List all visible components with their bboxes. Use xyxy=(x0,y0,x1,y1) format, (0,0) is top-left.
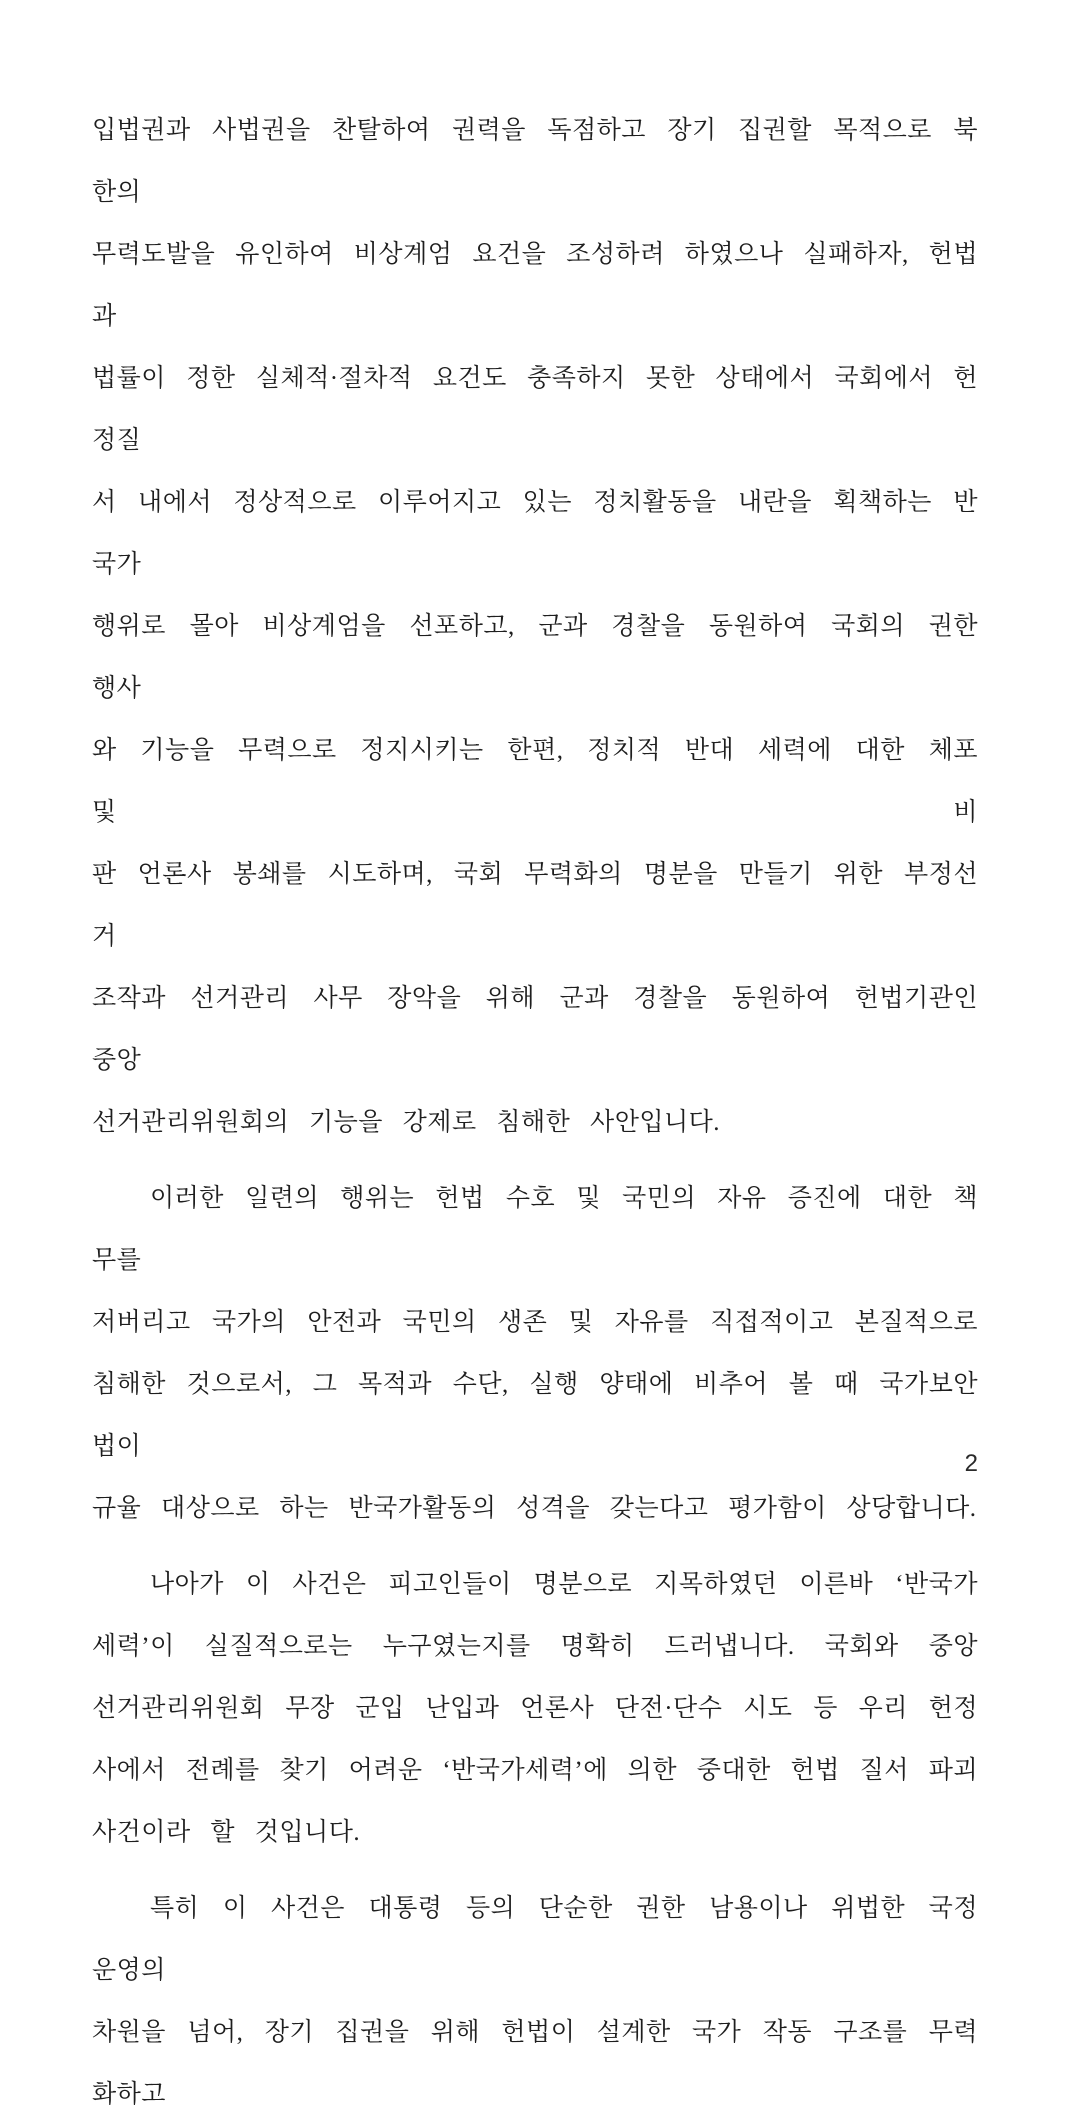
text-line: 특히 이 사건은 대통령 등의 단순한 권한 남용이나 위법한 국정 운영의 xyxy=(92,1895,978,1984)
text-content xyxy=(92,100,978,2126)
text-line: 서 내에서 정상적으로 이루어지고 있는 정치활동을 내란을 획책하는 반국가 xyxy=(92,489,978,578)
text-line: 침해한 것으로서, 그 목적과 수단, 실행 양태에 비추어 볼 때 국가보안법이 xyxy=(92,1371,978,1460)
text-line: 이러한 일련의 행위는 헌법 수호 및 국민의 자유 증진에 대한 책무를 xyxy=(92,1185,978,1274)
paragraph xyxy=(92,1878,978,2126)
text-line: 규율 대상으로 하는 반국가활동의 성격을 갖는다고 평가함이 상당합니다. xyxy=(92,1495,977,1522)
text-line: 와 기능을 무력으로 정지시키는 한편, 정치적 반대 세력에 대한 체포 및 비 xyxy=(92,737,978,826)
text-line: 판 언론사 봉쇄를 시도하며, 국회 무력화의 명분을 만들기 위한 부정선거 xyxy=(92,861,978,950)
text-line: 차원을 넘어, 장기 집권을 위해 헌법이 설계한 국가 작동 구조를 무력화하고 xyxy=(92,2019,978,2108)
text-line: 무력도발을 유인하여 비상계엄 요건을 조성하려 하였으나 실패하자, 헌법과 xyxy=(92,241,978,330)
page-number: 2 xyxy=(964,1450,978,1477)
paragraph xyxy=(92,1168,978,1540)
paragraph xyxy=(92,100,978,1154)
text-line: 선거관리위원회 무장 군입 난입과 언론사 단전·단수 시도 등 우리 헌정 xyxy=(92,1695,978,1722)
text-line: 법률이 정한 실체적·절차적 요건도 충족하지 못한 상태에서 국회에서 헌정질 xyxy=(92,365,978,454)
text-line: 선거관리위원회의 기능을 강제로 침해한 사안입니다. xyxy=(92,1109,721,1136)
text-line: 입법권과 사법권을 찬탈하여 권력을 독점하고 장기 집권할 목적으로 북한의 xyxy=(92,117,978,206)
text-line: 사건이라 할 것입니다. xyxy=(92,1819,361,1846)
text-line: 저버리고 국가의 안전과 국민의 생존 및 자유를 직접적이고 본질적으로 xyxy=(92,1309,978,1336)
text-line: 행위로 몰아 비상계엄을 선포하고, 군과 경찰을 동원하여 국회의 권한 행사 xyxy=(92,613,978,702)
text-line: 사에서 전례를 찾기 어려운 ‘반국가세력’에 의한 중대한 헌법 질서 파괴 xyxy=(92,1757,978,1784)
text-line: 나아가 이 사건은 피고인들이 명분으로 지목하였던 이른바 ‘반국가 xyxy=(150,1571,978,1598)
text-line: 조작과 선거관리 사무 장악을 위해 군과 경찰을 동원하여 헌법기관인 중앙 xyxy=(92,985,978,1074)
text-line: 세력’이 실질적으로는 누구였는지를 명확히 드러냅니다. 국회와 중앙 xyxy=(92,1633,978,1660)
paragraph xyxy=(92,1554,978,1864)
